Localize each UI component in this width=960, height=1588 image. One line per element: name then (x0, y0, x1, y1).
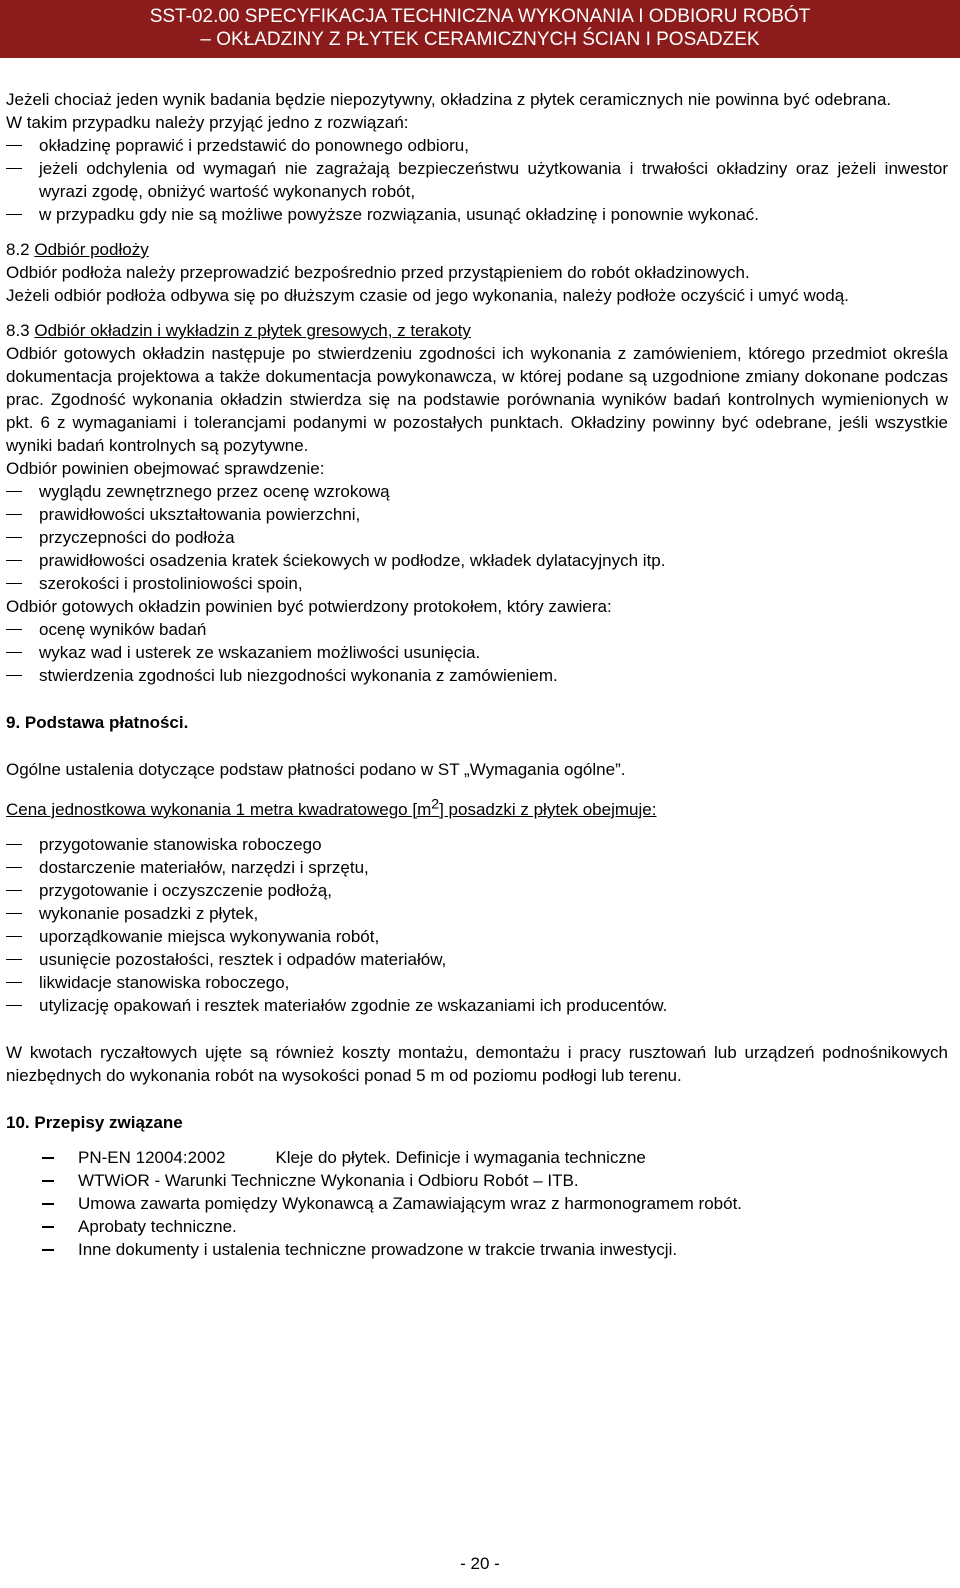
price-scope-heading: Cena jednostkowa wykonania 1 metra kwadratowego $[m^2]$ posadzki z płytek obejmuje: (6, 796, 657, 819)
dash-icon (6, 491, 22, 492)
list-item: stwierdzenia zgodności lub niezgodności wykonania z zamówieniem. (6, 664, 948, 687)
section-9-paragraph-1: Ogólne ustalenia dotyczące podstaw płatności podano w ST „Wymagania ogólne”. (6, 760, 626, 779)
intro-options-list (6, 134, 948, 226)
list-item: WTWiOR - Warunki Techniczne Wykonania i Odbioru Robót – ITB. (6, 1169, 948, 1192)
dash-icon (6, 214, 22, 215)
list-item: wykaz wad i usterek ze wskazaniem możliwości usunięcia. (6, 641, 948, 664)
dash-icon (42, 1226, 54, 1228)
list-item: w przypadku gdy nie są możliwe powyższe rozwiązania, usunąć okładzinę i ponownie wykonać. (6, 203, 948, 226)
section-8-2-heading: 8.2 Odbiór podłoży (6, 240, 149, 259)
list-item: ocenę wyników badań (6, 618, 948, 641)
list-item: utylizację opakowań i resztek materiałów zgodnie ze wskazaniami ich producentów. (6, 994, 948, 1017)
list-item: uporządkowanie miejsca wykonywania robót, (6, 925, 948, 948)
dash-icon (6, 514, 22, 515)
page-header (0, 0, 960, 58)
dash-icon (42, 1180, 54, 1182)
dash-icon (6, 890, 22, 891)
list-item: prawidłowości ukształtowania powierzchni, (6, 503, 948, 526)
dash-icon (42, 1203, 54, 1205)
intro-options-lead: W takim przypadku należy przyjąć jedno z rozwiązań: (6, 113, 409, 132)
document-body (6, 88, 948, 1261)
dash-icon (6, 1005, 22, 1006)
price-scope-list (6, 833, 948, 1017)
checks-list (6, 480, 948, 595)
intro-paragraph: Jeżeli chociaż jeden wynik badania będzie niepozytywny, okładzina z płytek ceramicznych nie powinna być odebrana. (6, 90, 892, 109)
section-9-paragraph-2: W kwotach ryczałtowych ujęte są również koszty montażu, demontażu i pracy rusztowań lub urządzeń podnośnikowych niezbędnych do wykonania robót na wysokości ponad 5 m od poziomu podłogi lub terenu. (6, 1042, 948, 1085)
dash-icon (6, 844, 22, 845)
dash-icon (6, 629, 22, 630)
dash-icon (6, 913, 22, 914)
list-item: wyglądu zewnętrznego przez ocenę wzrokową (6, 480, 948, 503)
dash-icon (6, 675, 22, 676)
dash-icon (6, 936, 22, 937)
dash-icon (6, 959, 22, 960)
dash-icon (6, 867, 22, 868)
dash-icon (42, 1249, 54, 1251)
header-line-2: – OKŁADZINY Z PŁYTEK CERAMICZNYCH ŚCIAN I POSADZEK (200, 29, 760, 50)
list-item: przygotowanie stanowiska roboczego (6, 833, 948, 856)
section-8-2-paragraph-2: Jeżeli odbiór podłoża odbywa się po dłuższym czasie od jego wykonania, należy podłoże oczyścić i umyć wodą. (6, 286, 849, 305)
section-8-3-heading: 8.3 Odbiór okładzin i wykładzin z płytek gresowych, z terakoty (6, 321, 471, 340)
list-item: usunięcie pozostałości, resztek i odpadów materiałów, (6, 948, 948, 971)
dash-icon (6, 537, 22, 538)
page-number: - 20 - (460, 1554, 500, 1573)
header-line-1: SST-02.00 SPECYFIKACJA TECHNICZNA WYKONANIA I ODBIORU ROBÓT (149, 6, 811, 27)
list-item: dostarczenie materiałów, narzędzi i sprzętu, (6, 856, 948, 879)
section-8-2-paragraph-1: Odbiór podłoża należy przeprowadzić bezpośrednio przed przystąpieniem do robót okładzinowych. (6, 263, 750, 282)
list-item: okładzinę poprawić i przedstawić do ponownego odbioru, (6, 134, 948, 157)
list-item: PN-EN 12004:2002 Kleje do płytek. Definicje i wymagania techniczne (6, 1146, 948, 1169)
dash-icon (6, 583, 22, 584)
list-item: Umowa zawarta pomiędzy Wykonawcą a Zamawiającym wraz z harmonogramem robót. (6, 1192, 948, 1215)
protocol-list (6, 618, 948, 687)
dash-icon (6, 145, 22, 146)
list-item: Inne dokumenty i ustalenia techniczne prowadzone w trakcie trwania inwestycji. (6, 1238, 948, 1261)
dash-icon (6, 560, 22, 561)
section-8-3-paragraph-1: Odbiór gotowych okładzin następuje po stwierdzeniu zgodności ich wykonania z zamówieniem, którego przedmiot określa dokumentacja projektowa a także dokumentacja powykonawcza, w której podane są uzgodnione zmiany dokonane podczas prac. Zgodność wykonania okładzin stwierdza się na podstawie porównania wyników badań kontrolnych wymienionych w pkt. 6 z wymaganiami i tolerancjami podanymi w pozostałych punktach. Okładziny powinny być odebrane, jeśli wszystkie wyniki badań kontrolnych są pozytywne. (6, 344, 948, 455)
list-item: likwidacje stanowiska roboczego, (6, 971, 948, 994)
dash-icon (42, 1157, 54, 1159)
list-item: przygotowanie i oczyszczenie podłożą, (6, 879, 948, 902)
references-list (6, 1146, 948, 1261)
section-8-3-protocol-lead: Odbiór gotowych okładzin powinien być potwierdzony protokołem, który zawiera: (6, 597, 612, 616)
dash-icon (6, 652, 22, 653)
section-10-heading: 10. Przepisy związane (6, 1112, 183, 1132)
section-9-heading: 9. Podstawa płatności. (6, 713, 189, 732)
dash-icon (6, 168, 22, 169)
list-item: przyczepności do podłoża (6, 526, 948, 549)
list-item: szerokości i prostoliniowości spoin, (6, 572, 948, 595)
dash-icon (6, 982, 22, 983)
list-item: Aprobaty techniczne. (6, 1215, 948, 1238)
list-item: prawidłowości osadzenia kratek ściekowych w podłodze, wkładek dylatacyjnych itp. (6, 549, 948, 572)
list-item: wykonanie posadzki z płytek, (6, 902, 948, 925)
list-item: jeżeli odchylenia od wymagań nie zagrażają bezpieczeństwu użytkowania i trwałości okładziny oraz jeżeli inwestor wyrazi zgodę, obniżyć wartość wykonanych robót, (6, 157, 948, 203)
section-8-3-checks-lead: Odbiór powinien obejmować sprawdzenie: (6, 459, 325, 478)
